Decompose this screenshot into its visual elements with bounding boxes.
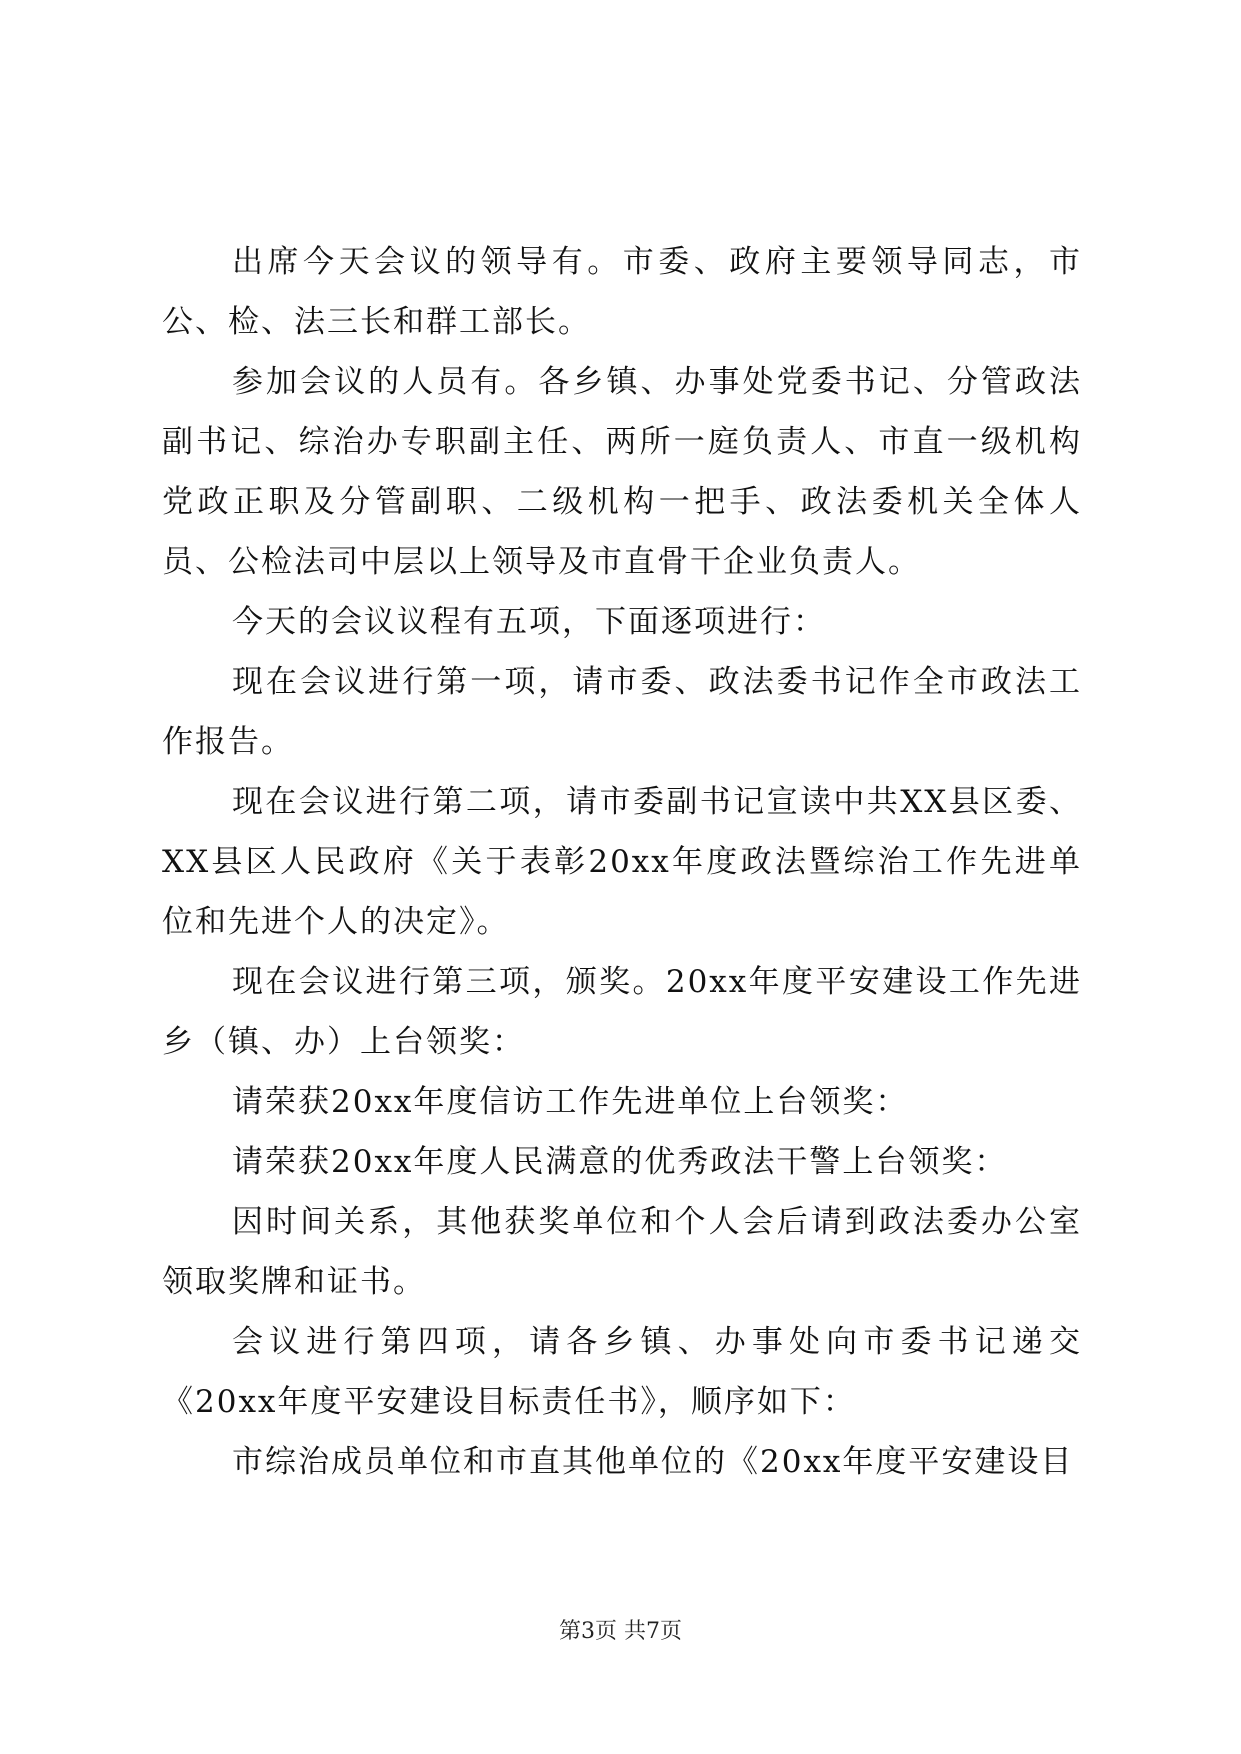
paragraph-police-award: 请荣获20xx年度人民满意的优秀政法干警上台领奖： bbox=[232, 1144, 1008, 1180]
paragraph-item-four: 会议进行第四项，请各乡镇、办事处向市委书记递交《20xx年度平安建设目标责任书》，顺序如下： bbox=[162, 1324, 1082, 1420]
paragraph-agenda-intro: 今天的会议议程有五项，下面逐项进行： bbox=[232, 604, 826, 640]
paragraph-item-three: 现在会议进行第三项，颁奖。20xx年度平安建设工作先进乡（镇、办）上台领奖： bbox=[162, 964, 1082, 1060]
paragraph-participants: 参加会议的人员有。各乡镇、办事处党委书记、分管政法副书记、综治办专职副主任、两所一庭负责人、市直一级机构党政正职及分管副职、二级机构一把手、政法委机关全体人员、公检法司中层以上领导及市直骨干企业负责人。 bbox=[162, 364, 1082, 580]
paragraph-attending-leaders: 出席今天会议的领导有。市委、政府主要领导同志，市公、检、法三长和群工部长。 bbox=[162, 244, 1082, 340]
paragraph-other-awards: 因时间关系，其他获奖单位和个人会后请到政法委办公室领取奖牌和证书。 bbox=[162, 1204, 1082, 1300]
page-footer bbox=[0, 1617, 1241, 1647]
page-number-label: 第3页 共7页 bbox=[559, 1619, 682, 1644]
document-body bbox=[162, 232, 1082, 1492]
paragraph-petition-award: 请荣获20xx年度信访工作先进单位上台领奖： bbox=[232, 1084, 909, 1120]
paragraph-item-one: 现在会议进行第一项，请市委、政法委书记作全市政法工作报告。 bbox=[162, 664, 1082, 760]
paragraph-item-two: 现在会议进行第二项，请市委副书记宣读中共XX县区委、XX县区人民政府《关于表彰20xx年度政法暨综治工作先进单位和先进个人的决定》。 bbox=[162, 784, 1082, 940]
paragraph-units-responsibility: 市综治成员单位和市直其他单位的《20xx年度平安建设目 bbox=[232, 1444, 1074, 1480]
